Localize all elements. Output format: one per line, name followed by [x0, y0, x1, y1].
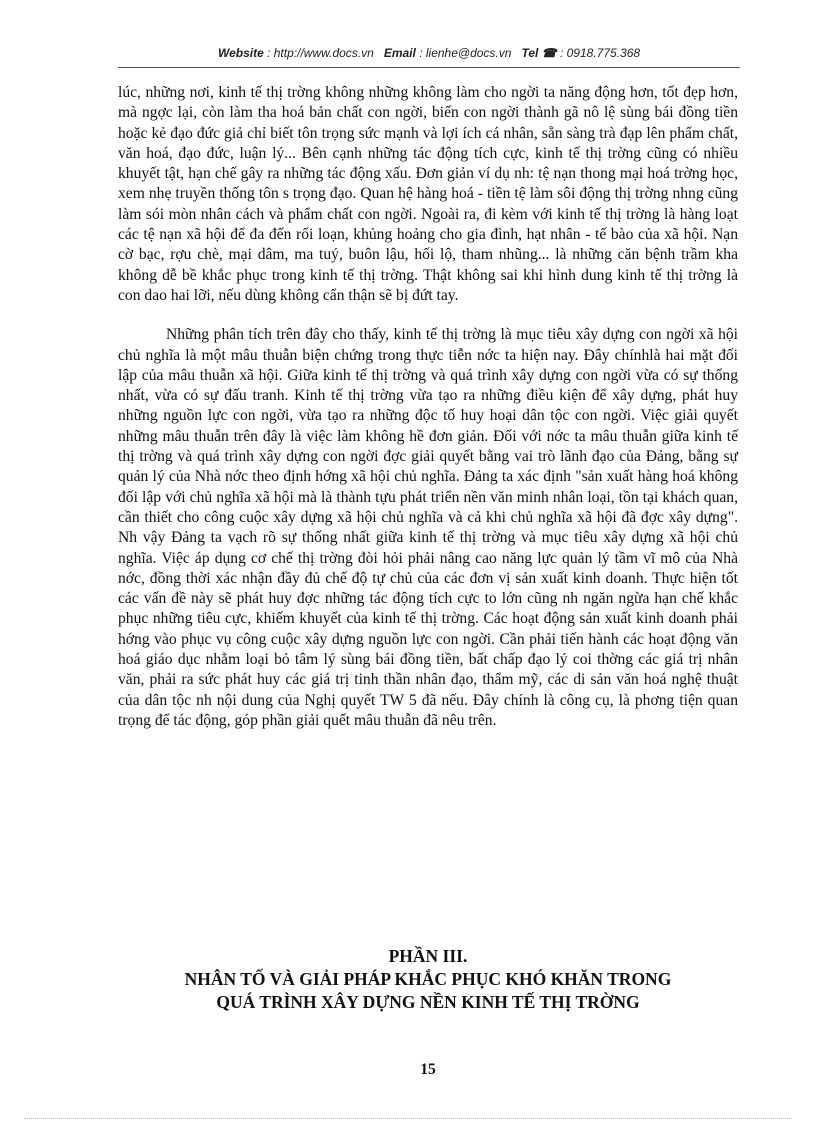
paragraph-2: Những phân tích trên đây cho thấy, kinh tế thị trờng là mục tiêu xây dựng con ngời xã hội chủ nghĩa là một mâu thuẫn biện chứng trong thực tiễn nớc ta hiện nay. Đây chínhlà hai mặt đối lập của mâu thuẫn xã hội. Giữa kinh tế thị trờng và quá trình xây dựng con ngời vừa có sự thống nhất, vừa có sự đấu tranh. Kinh tế thị trờng vừa tạo ra những điều kiện để xây dựng, phát huy những nguồn lực con ngời, vừa tạo ra những độc tố huy hoại dân tộc con ngời. Việc giải quyết những mâu thuẫn trên đây là việc làm không hề đơn giản. Đối với nớc ta mâu thuẫn giữa kinh tế thị trờng và quá trình xây dựng con ngời đợc giải quyết bằng vai trò lãnh đạo của Đảng, bằng sự quản lý của Nhà nớc theo định hớng xã hội chủ nghĩa. Đảng ta xác định "sản xuất hàng hoá không đối lập với chủ nghĩa xã hội mà là thành tựu phát triển nền văn minh nhân loại, tồn tại khách quan, cần thiết cho công cuộc xây dựng xã hội chủ nghĩa và cả khi chủ nghĩa xã hội đã đợc xây dựng". Nh vậy Đảng ta vạch rõ sự thống nhất giữa kinh tế thị trờng và mục tiêu xây dựng xã hội chủ nghĩa. Việc áp dụng cơ chế thị trờng đòi hỏi phải nâng cao năng lực quản lý tầm vĩ mô của Nhà nớc, đồng thời xác nhận đầy đủ chế độ tự chủ của các đơn vị sản xuất kinh doanh. Thực hiện tốt các vấn đề này sẽ phát huy đợc những tác động tích cực to lớn cũng nh ngăn ngừa hạn chế khắc phục những tiêu cực, khiếm khuyết của kinh tế thị trờng. Các hoạt động sản xuất kinh doanh phải hớng vào phục vụ công cuộc xây dựng nguồn lực con ngời. Cần phải tiến hành các hoạt động văn hoá giáo dục nhằm loại bỏ tâm lý sùng bái đồng tiền, bất chấp đạo lý coi thờng các giá trị nhân văn, phải ra sức phát huy các giá trị tinh thần nhân đạo, thẩm mỹ, các di sản văn hoá nghệ thuật của dân tộc nh nội dung của Nghị quyết TW 5 đã nếu. Đây chính là công cụ, là phơng tiện quan trọng để tác động, góp phần giải quết mâu thuẫn đã nêu trên.: [118, 326, 738, 729]
tel-value: : 0918.775.368: [559, 46, 641, 60]
header-divider: [118, 67, 740, 68]
section-heading: [118, 945, 738, 1014]
section-title-line-1: NHÂN TỐ VÀ GIẢI PHÁP KHẮC PHỤC KHÓ KHĂN TRONG: [184, 969, 672, 989]
email-value: : lienhe@docs.vn: [419, 46, 512, 60]
paragraph-1: lúc, những nơi, kinh tế thị trờng không những không làm cho ngời ta năng động hơn, tốt đẹp hơn, mà ngợc lại, còn làm tha hoá bản chất con ngời, biến con ngời thành gã nô lệ sùng bái đồng tiền hoặc kẻ đạo đức giả chỉ biết tôn trọng sức mạnh và lợi ích cá nhân, sẵn sàng trà đạp lên phẩm chất, văn hoá, đạo đức, luận lý... Bên cạnh những tác động tích cực, kinh tế thị trờng cũng có nhiều khuyết tật, hạn chế gây ra những tác động xấu. Đơn giản ví dụ nh: tệ nạn thong mại hoá trờng học, xem nhẹ truyền thống tôn s trọng đạo. Quan hệ hàng hoá - tiền tệ làm sôi động thị trờng nhng cũng làm sói mòn nhân cách và phẩm chất con ngời. Ngoài ra, đi kèm với kinh tế thị trờng là hàng loạt các tệ nạn xã hội để đa đến rối loạn, khủng hoảng cho gia đình, hạt nhân - tế bào của xã hội. Nạn cờ bạc, rợu chè, mại dâm, ma tuý, buôn lậu, hối lộ, tham nhũng... là những căn bệnh trầm kha không dễ bề khắc phục trong kinh tế thị trờng. Thật không sai khi hình dung kinh tế thị trờng là con dao hai lỡi, nếu dùng không cẩn thận sẽ bị đứt tay.: [118, 84, 738, 304]
email-label: Email: [383, 46, 416, 60]
website-label: Website: [217, 46, 264, 60]
tel-label: Tel ☎: [521, 46, 557, 60]
page-number: 15: [420, 1061, 436, 1078]
footer-divider: [24, 1118, 792, 1119]
section-title-line-2: QUÁ TRÌNH XÂY DỰNG NỀN KINH TẾ THỊ TRỜNG: [216, 992, 640, 1012]
section-number: PHẦN III.: [388, 946, 468, 966]
page-header: [118, 46, 740, 60]
website-value: : http://www.docs.vn: [267, 46, 374, 60]
document-body: [118, 83, 738, 731]
